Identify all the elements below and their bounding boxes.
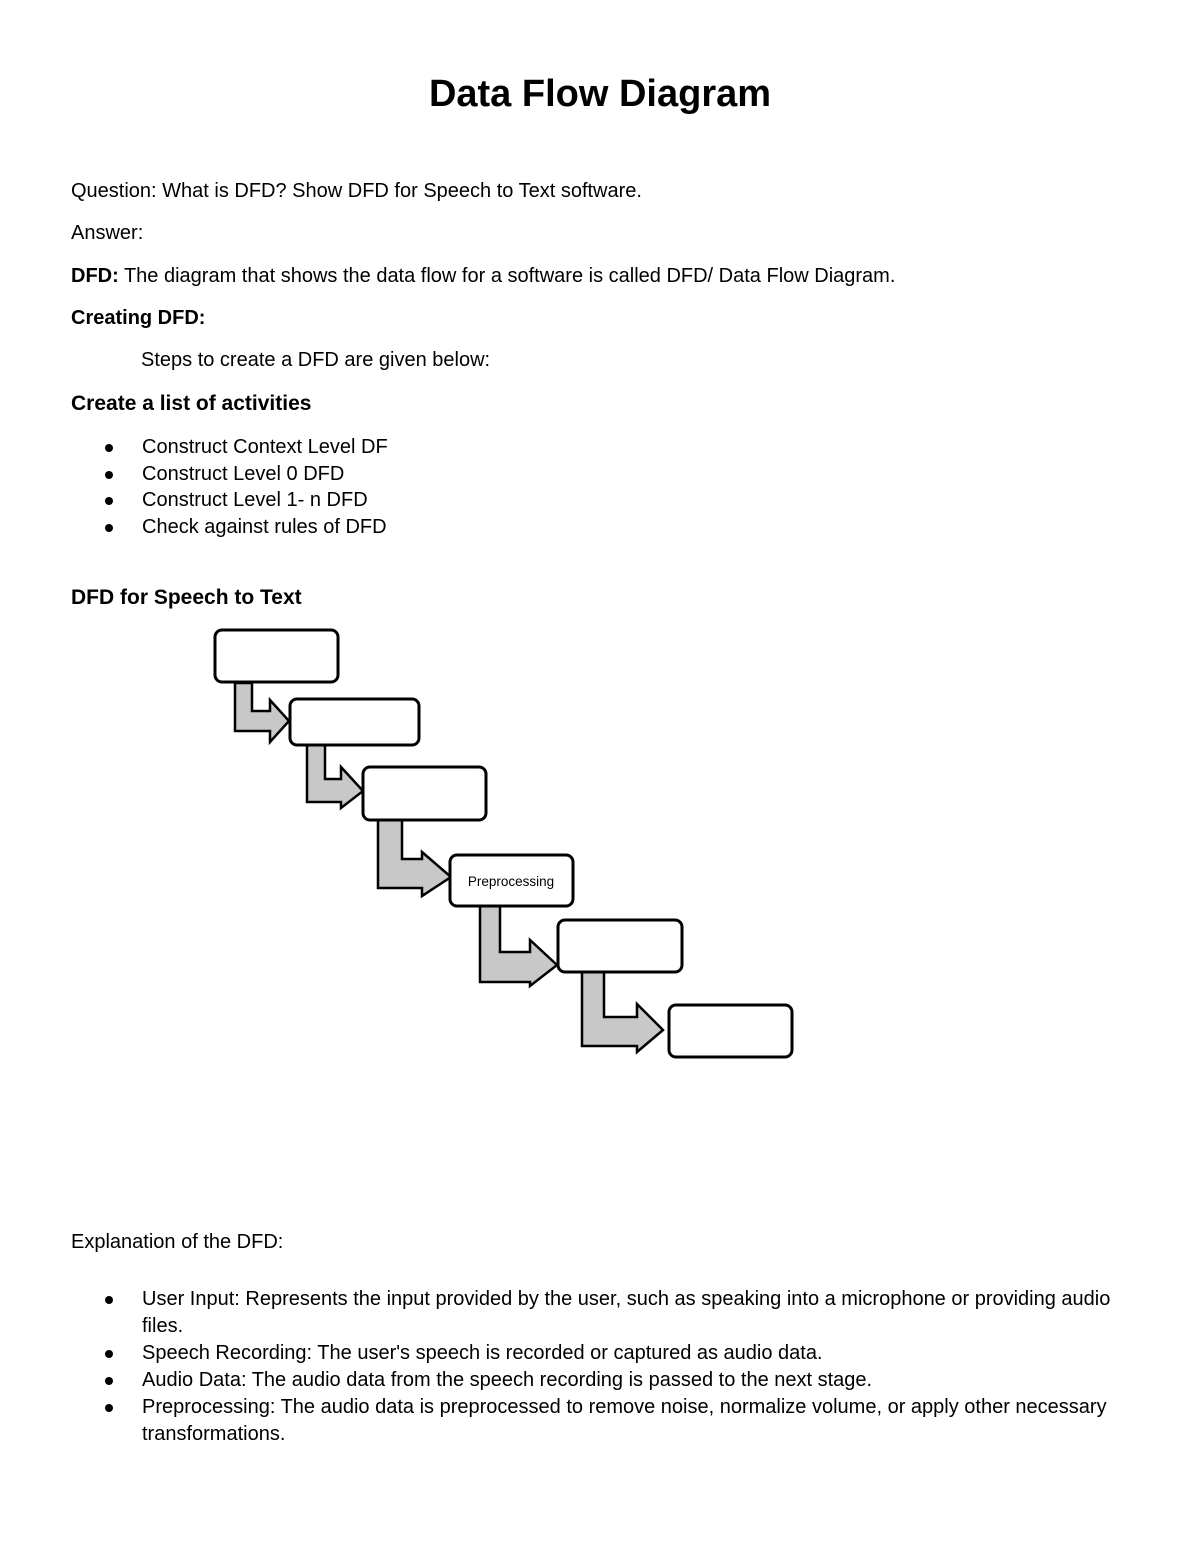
arrow-2: [307, 745, 363, 808]
dfd-box-2: [290, 699, 419, 745]
dfd-term: DFD:: [71, 265, 119, 287]
list-item: Check against rules of DFD: [71, 514, 971, 541]
dfd-box-3: [363, 767, 486, 820]
answer-label: Answer:: [71, 222, 144, 244]
list-item: Audio Data: The audio data from the speech recording is passed to the next stage.: [71, 1367, 1131, 1394]
arrow-3: [378, 815, 451, 896]
creating-dfd-text: Steps to create a DFD are given below:: [141, 349, 491, 371]
dfd-box-6: [669, 1005, 792, 1057]
question-text: Question: What is DFD? Show DFD for Speech to Text software.: [71, 180, 642, 202]
dfd-box-label-preprocessing: Preprocessing: [467, 874, 555, 889]
explanation-list: [71, 1286, 1131, 1448]
page-title: Data Flow Diagram: [428, 73, 772, 115]
arrow-4: [480, 906, 557, 986]
dfd-definition-text: The diagram that shows the data flow for a software is called DFD/ Data Flow Diagram.: [118, 265, 896, 287]
explanation-heading: Explanation of the DFD:: [71, 1231, 284, 1253]
list-item: Construct Context Level DF: [71, 434, 971, 461]
creating-dfd-heading: Creating DFD:: [71, 307, 206, 329]
list-item: Preprocessing: The audio data is preprocessed to remove noise, normalize volume, or apply other necessary transformations.: [71, 1394, 1131, 1448]
arrow-5: [582, 972, 663, 1052]
list-item: User Input: Represents the input provided by the user, such as speaking into a microphone or providing audio files.: [71, 1286, 1131, 1340]
dfd-box-1: [215, 630, 338, 682]
arrow-1: [235, 683, 289, 742]
list-item: Construct Level 0 DFD: [71, 461, 971, 488]
diagram-heading: DFD for Speech to Text: [71, 586, 302, 609]
list-item: Construct Level 1- n DFD: [71, 487, 971, 514]
list-item: Speech Recording: The user's speech is recorded or captured as audio data.: [71, 1340, 1131, 1367]
dfd-box-5: [558, 920, 682, 972]
activities-heading: Create a list of activities: [71, 392, 312, 415]
